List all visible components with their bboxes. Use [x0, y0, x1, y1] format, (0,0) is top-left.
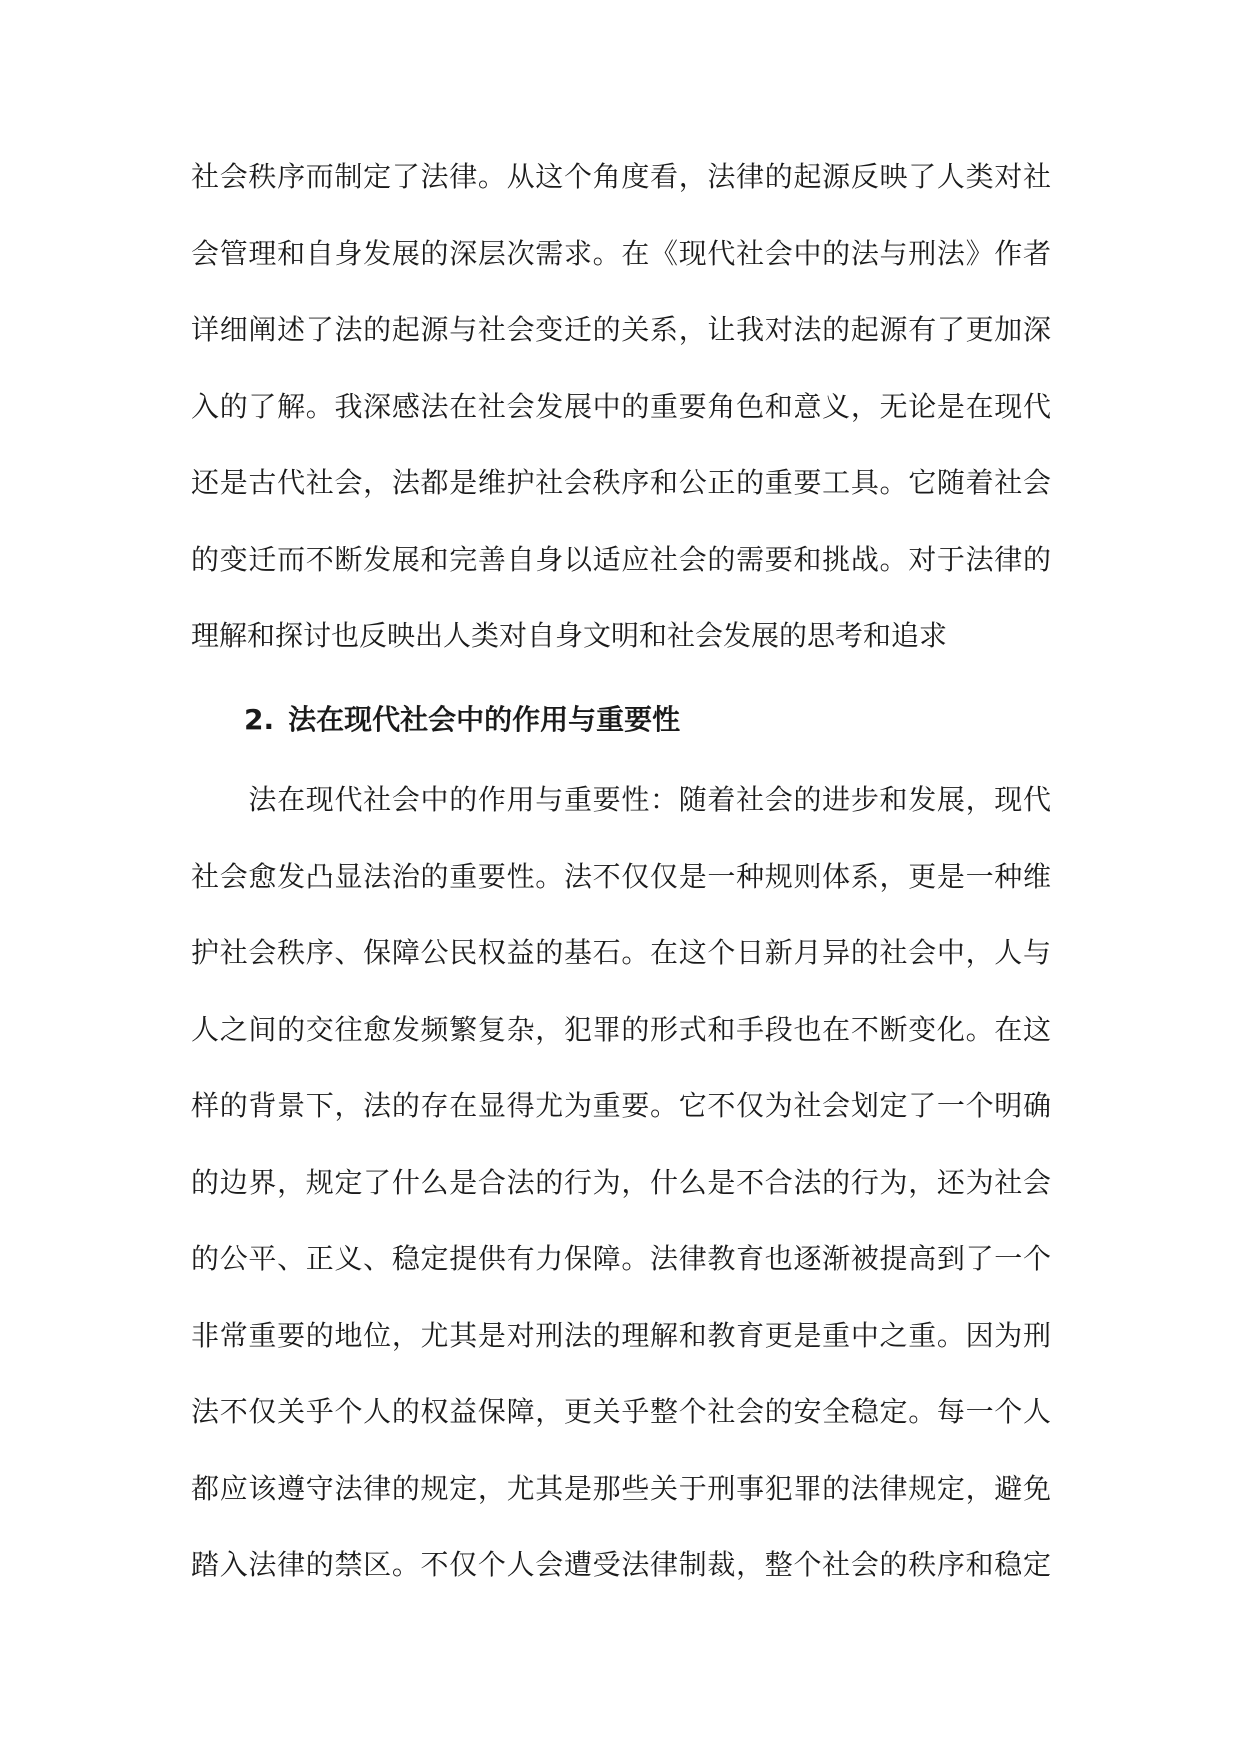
text-line: 社会愈发凸显法治的重要性。法不仅仅是一种规则体系，更是一种维	[191, 859, 1051, 893]
section-heading	[244, 700, 680, 740]
text-line: 样的背景下，法的存在显得尤为重要。它不仅为社会划定了一个明确	[191, 1089, 1051, 1122]
text-line: 护社会秩序、保障公民权益的基石。在这个日新月异的社会中，人与	[191, 936, 1051, 969]
text-line: 法不仅关乎个人的权益保障，更关乎整个社会的安全稳定。每一个人	[191, 1395, 1051, 1428]
text-line: 法在现代社会中的作用与重要性：随着社会的进步和发展，现代	[191, 783, 1051, 816]
section-number: 2.	[244, 703, 275, 736]
text-line: 踏入法律的禁区。不仅个人会遭受法律制裁，整个社会的秩序和稳定	[191, 1548, 1051, 1581]
text-line: 入的了解。我深感法在社会发展中的重要角色和意义，无论是在现代	[191, 389, 1051, 423]
section-title: 法在现代社会中的作用与重要性	[288, 703, 681, 736]
paragraph-origin-of-law	[191, 139, 1051, 675]
document-body	[191, 139, 1051, 1581]
text-line: 会管理和自身发展的深层次需求。在《现代社会中的法与刑法》作者	[191, 236, 1051, 270]
text-line: 理解和探讨也反映出人类对自身文明和社会发展的思考和追求	[191, 619, 948, 652]
text-line: 还是古代社会，法都是维护社会秩序和公正的重要工具。它随着社会	[191, 466, 1051, 499]
text-line: 社会秩序而制定了法律。从这个角度看，法律的起源反映了人类对社	[191, 160, 1051, 193]
text-line: 非常重要的地位，尤其是对刑法的理解和教育更是重中之重。因为刑	[191, 1318, 1051, 1352]
text-line: 都应该遵守法律的规定，尤其是那些关于刑事犯罪的法律规定，避免	[191, 1471, 1051, 1505]
text-line: 的公平、正义、稳定提供有力保障。法律教育也逐渐被提高到了一个	[191, 1242, 1051, 1275]
paragraph-role-of-law	[191, 762, 1051, 1604]
text-line: 人之间的交往愈发频繁复杂，犯罪的形式和手段也在不断变化。在这	[191, 1012, 1051, 1046]
text-line: 的边界，规定了什么是合法的行为，什么是不合法的行为，还为社会	[191, 1165, 1051, 1199]
text-line: 详细阐述了法的起源与社会变迁的关系，让我对法的起源有了更加深	[191, 313, 1051, 346]
text-line: 的变迁而不断发展和完善自身以适应社会的需要和挑战。对于法律的	[191, 542, 1051, 576]
